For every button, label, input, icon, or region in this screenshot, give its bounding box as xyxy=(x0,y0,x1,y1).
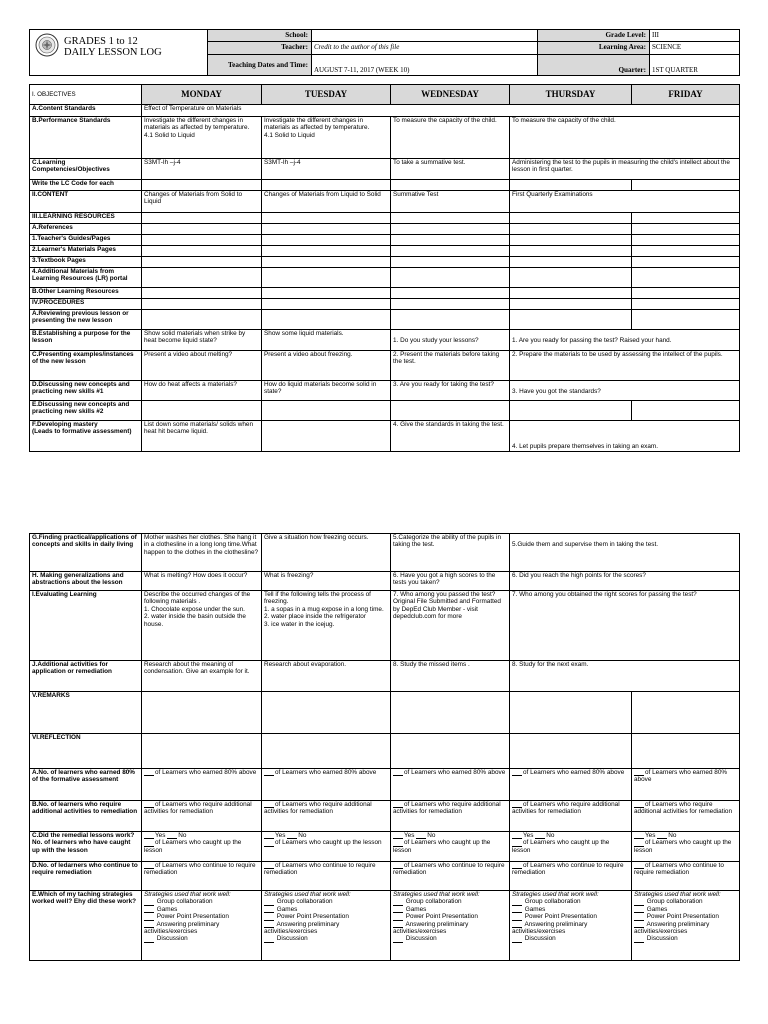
strategy-item: Group collaboration xyxy=(524,898,581,906)
reflection-d-cell[interactable] xyxy=(262,862,391,891)
row-label: F.Developing mastery (Leads to formative assessment) xyxy=(30,421,142,452)
reflection-d-label: D.No. of ledarners who continue to require remediation xyxy=(30,862,142,891)
row-a-content-standards xyxy=(30,105,740,117)
no-text: No xyxy=(546,832,555,839)
empty-cell[interactable] xyxy=(510,257,632,268)
day-cell[interactable]: 2. Present the materials before taking the test. xyxy=(391,351,510,381)
reflection-a-label: A.No. of learners who earned 80% of the formative assessment xyxy=(30,769,142,801)
day-cell[interactable]: Investigate the different changes in materials as affected by temperature. 4.1 Solid to Liquid xyxy=(142,117,262,159)
empty-cell[interactable] xyxy=(142,692,262,734)
lesson-table-part1 xyxy=(29,84,740,452)
reflection-c-cell[interactable] xyxy=(262,832,391,862)
empty-cell[interactable] xyxy=(262,692,391,734)
day-cell[interactable]: What is freezing? xyxy=(262,572,391,591)
reflection-c-text: of Learners who caught up the lesson xyxy=(393,839,491,854)
reflection-a-text: of Learners who earned 80% above xyxy=(523,769,625,776)
day-cell[interactable]: 6. Have you got a high scores to the tests you taken? xyxy=(391,572,510,591)
day-cell[interactable]: 4. Give the standards in taking the test. xyxy=(391,421,510,452)
day-cell[interactable]: To take a summative test. xyxy=(391,159,510,180)
empty-cell[interactable] xyxy=(391,288,510,299)
school-label: School: xyxy=(208,30,312,42)
reflection-a-cell[interactable] xyxy=(142,769,262,801)
strategy-item: Power Point Presentation xyxy=(156,913,229,921)
school-value[interactable] xyxy=(312,30,538,42)
day-cell[interactable]: Give a situation how freezing occurs. xyxy=(262,534,391,572)
empty-cell[interactable] xyxy=(142,288,262,299)
yes-text: Yes xyxy=(523,832,534,839)
reflection-a-text: of Learners who earned 80% above xyxy=(155,769,257,776)
row-j-additional-activities-for-application- xyxy=(30,661,740,692)
row-label: A.References xyxy=(30,224,142,235)
row-label: I.Evaluating Learning xyxy=(30,591,142,661)
row-b-establishing-a-purpose-for-the-lesson xyxy=(30,330,740,351)
reflection-d-text: of Learners who continue to require remediation xyxy=(634,862,724,877)
empty-cell[interactable] xyxy=(262,299,391,310)
row-label: 1.Teacher's Guides/Pages xyxy=(30,235,142,246)
reflection-a-text: of Learners who earned 80% above xyxy=(404,769,506,776)
log-title-line2: DAILY LESSON LOG xyxy=(64,47,162,58)
empty-cell[interactable] xyxy=(510,310,632,330)
day-cell[interactable]: Changes of Materials from Liquid to Solid xyxy=(262,191,391,213)
empty-cell[interactable] xyxy=(142,246,262,257)
teacher-value[interactable]: Credit to the author of this file xyxy=(312,42,538,54)
empty-cell[interactable] xyxy=(632,257,740,268)
empty-cell[interactable] xyxy=(510,299,632,310)
teaching-dates-value[interactable]: AUGUST 7-11, 2017 (WEEK 10) xyxy=(312,54,538,75)
row-label: B.Other Learning Resources xyxy=(30,288,142,299)
empty-cell[interactable] xyxy=(632,268,740,288)
day-cell[interactable]: S3MT-Ih –j-4 xyxy=(142,159,262,180)
row-4-additional-materials-from-learning-res xyxy=(30,268,740,288)
strategies-cell[interactable] xyxy=(510,891,632,961)
empty-cell[interactable] xyxy=(510,401,632,421)
reflection-c-text: of Learners who caught up the lesson xyxy=(144,839,242,854)
strategies-cell[interactable] xyxy=(142,891,262,961)
row-v-remarks xyxy=(30,692,740,734)
row-iii-learning-resources xyxy=(30,213,740,224)
strategies-heading: Strategies used that work well: xyxy=(144,891,231,898)
lesson-table-part2 xyxy=(29,533,740,961)
empty-cell[interactable] xyxy=(510,235,632,246)
row-label: A.Reviewing previous lesson or presenting the new lesson xyxy=(30,310,142,330)
log-title-line1: GRADES 1 to 12 xyxy=(64,36,138,47)
day-cell[interactable]: 8. Study the missed items . xyxy=(391,661,510,692)
row-label: III.LEARNING RESOURCES xyxy=(30,213,142,224)
strategies-heading: Strategies used that work well: xyxy=(634,891,721,898)
reflection-e-label: E.Which of my taching strategies worked well? Ehy did these work? xyxy=(30,891,142,961)
row-label: H. Making generalizations and abstractions about the lesson xyxy=(30,572,142,591)
row-a-references xyxy=(30,224,740,235)
row-h-making-generalizations-and-abstraction xyxy=(30,572,740,591)
day-cell[interactable]: Summative Test xyxy=(391,191,510,213)
empty-cell[interactable] xyxy=(262,310,391,330)
yes-text: Yes xyxy=(645,832,656,839)
row-label: VI.REFLECTION xyxy=(30,734,142,769)
day-cell[interactable]: S3MT-Ih –j-4 xyxy=(262,159,391,180)
row-value[interactable]: Effect of Temperature on Materials xyxy=(142,105,740,117)
day-cell[interactable]: 8. Study for the next exam. xyxy=(510,661,740,692)
strategy-item: Answering preliminary activities/exercises xyxy=(512,920,588,936)
empty-cell[interactable] xyxy=(262,180,391,191)
reflection-a-cell[interactable] xyxy=(391,769,510,801)
strategy-item: Answering preliminary activities/exercises xyxy=(264,920,340,936)
empty-cell[interactable] xyxy=(262,235,391,246)
empty-cell[interactable] xyxy=(510,692,632,734)
reflection-a-cell[interactable] xyxy=(510,769,632,801)
reflection-c-cell[interactable] xyxy=(391,832,510,862)
empty-cell[interactable] xyxy=(391,401,510,421)
reflection-b-text: of Learners who require additional activities for remediation xyxy=(264,801,372,816)
empty-cell[interactable] xyxy=(632,288,740,299)
empty-cell[interactable] xyxy=(262,288,391,299)
day-header-friday: FRIDAY xyxy=(632,85,740,105)
reflection-d-text: of Learners who continue to require remediation xyxy=(393,862,505,877)
day-cell[interactable]: Present a video about melting? xyxy=(142,351,262,381)
row-c-learning-competencies-objectives xyxy=(30,159,740,180)
day-cell[interactable]: Show some liquid materials. xyxy=(262,330,391,351)
empty-cell[interactable] xyxy=(632,224,740,235)
quarter-label: Quarter: xyxy=(538,54,650,75)
row-label: J.Additional activities for application or remediation xyxy=(30,661,142,692)
strategy-item: Discussion xyxy=(156,935,188,943)
empty-cell[interactable] xyxy=(391,235,510,246)
strategy-item: Discussion xyxy=(646,935,678,943)
day-cell[interactable]: 1. Are you ready for passing the test? Raised your hand. xyxy=(510,330,740,351)
day-header-wednesday: WEDNESDAY xyxy=(391,85,510,105)
empty-cell[interactable] xyxy=(262,268,391,288)
objectives-header: I. OBJECTIVES xyxy=(30,85,142,105)
reflection-d-text: of Learners who continue to require remediation xyxy=(144,862,256,877)
learning-area-value[interactable]: SCIENCE xyxy=(650,42,740,54)
empty-cell[interactable] xyxy=(262,224,391,235)
strategy-item: Games xyxy=(646,905,668,913)
day-cell[interactable]: Tell if the following tells the process of freezing. 1. a sopas in a mug expose in a long time. 2. water place inside the refrigerator 3. ice water in the icejug. xyxy=(262,591,391,661)
day-cell[interactable]: Changes of Materials from Solid to Liquid xyxy=(142,191,262,213)
header-table xyxy=(29,29,740,76)
row-1-teacher-s-guides-pages xyxy=(30,235,740,246)
reflection-c-text: of Learners who caught up the lesson xyxy=(634,839,732,854)
day-cell[interactable]: Describe the occurred changes of the following materials . 1. Chocolate expose under the sun. 2. water inside the basin outside the house. xyxy=(142,591,262,661)
row-e-discussing-new-concepts-and-practicing xyxy=(30,401,740,421)
reflection-row-d xyxy=(30,862,740,891)
reflection-b-text: of Learners who require additional activities for remediation xyxy=(512,801,620,816)
strategies-cell[interactable] xyxy=(262,891,391,961)
row-label: G.Finding practical/applications of concepts and skills in daily living xyxy=(30,534,142,572)
reflection-b-cell[interactable] xyxy=(510,801,632,832)
empty-cell[interactable] xyxy=(632,213,740,224)
row-label: B.Establishing a purpose for the lesson xyxy=(30,330,142,351)
row-a-reviewing-previous-lesson-or-presentin xyxy=(30,310,740,330)
day-cell[interactable]: List down some materials/ solids when heat hit became liquid. xyxy=(142,421,262,452)
day-cell[interactable]: 5.Guide them and supervise them in taking the test. xyxy=(510,534,740,572)
empty-cell[interactable] xyxy=(262,257,391,268)
day-cell[interactable]: Show solid materials when strike by heat become liquid state? xyxy=(142,330,262,351)
row-write-the-lc-code-for-each xyxy=(30,180,740,191)
yes-text: Yes xyxy=(275,832,286,839)
empty-cell[interactable] xyxy=(142,224,262,235)
teaching-dates-label: Teaching Dates and Time: xyxy=(208,54,312,75)
row-label: A.Content Standards xyxy=(30,105,142,117)
day-cell[interactable]: 7. Who among you passed the test? Original File Submitted and Formatted by DepEd Club Member - visit depedclub.com for more xyxy=(391,591,510,661)
day-cell[interactable]: Present a video about freezing. xyxy=(262,351,391,381)
empty-cell[interactable] xyxy=(142,310,262,330)
row-label: V.REMARKS xyxy=(30,692,142,734)
day-header-monday: MONDAY xyxy=(142,85,262,105)
empty-cell[interactable] xyxy=(510,288,632,299)
strategy-item: Games xyxy=(276,905,298,913)
row-label: D.Discussing new concepts and practicing new skills #1 xyxy=(30,381,142,401)
strategy-item: Discussion xyxy=(276,935,308,943)
strategy-item: Discussion xyxy=(405,935,437,943)
empty-cell[interactable] xyxy=(632,180,740,191)
grade-level-value[interactable]: III xyxy=(650,30,740,42)
row-label: 3.Textbook Pages xyxy=(30,257,142,268)
empty-cell[interactable] xyxy=(142,268,262,288)
empty-cell[interactable] xyxy=(632,692,740,734)
reflection-d-cell[interactable] xyxy=(632,862,740,891)
no-text: No xyxy=(178,832,187,839)
day-header-thursday: THURSDAY xyxy=(510,85,632,105)
reflection-c-cell[interactable] xyxy=(632,832,740,862)
yes-text: Yes xyxy=(404,832,415,839)
empty-cell[interactable] xyxy=(510,213,632,224)
empty-cell[interactable] xyxy=(391,180,510,191)
empty-cell[interactable] xyxy=(391,213,510,224)
reflection-a-cell[interactable] xyxy=(632,769,740,801)
strategy-item: Power Point Presentation xyxy=(405,913,478,921)
empty-cell[interactable] xyxy=(262,213,391,224)
no-text: No xyxy=(427,832,436,839)
empty-cell[interactable] xyxy=(391,257,510,268)
empty-cell[interactable] xyxy=(510,180,632,191)
empty-cell[interactable] xyxy=(142,299,262,310)
strategy-item: Answering preliminary activities/exercises xyxy=(393,920,469,936)
reflection-c-label: C.Did the remedial lessons work?No. of learners who have caught up with the lesson xyxy=(30,832,142,862)
empty-cell[interactable] xyxy=(510,268,632,288)
empty-cell[interactable] xyxy=(142,734,262,769)
row-c-presenting-examples-instances-of-the-n xyxy=(30,351,740,381)
strategies-heading: Strategies used that work well: xyxy=(512,891,599,898)
teacher-label: Teacher: xyxy=(208,42,312,54)
reflection-b-cell[interactable] xyxy=(142,801,262,832)
reflection-b-text: of Learners who require additional activities for remediation xyxy=(144,801,252,816)
reflection-b-cell[interactable] xyxy=(391,801,510,832)
strategy-item: Games xyxy=(524,905,546,913)
row-d-discussing-new-concepts-and-practicing xyxy=(30,381,740,401)
row-i-evaluating-learning xyxy=(30,591,740,661)
empty-cell[interactable] xyxy=(262,734,391,769)
reflection-b-cell[interactable] xyxy=(262,801,391,832)
strategies-heading: Strategies used that work well: xyxy=(264,891,351,898)
reflection-b-label: B.No. of learners who require additional activities to remediation xyxy=(30,801,142,832)
empty-cell[interactable] xyxy=(262,246,391,257)
row-ii-content xyxy=(30,191,740,213)
strategy-item: Power Point Presentation xyxy=(646,913,719,921)
row-f-developing-mastery-leads-to-formative- xyxy=(30,421,740,452)
strategy-item: Games xyxy=(156,905,178,913)
reflection-row-b xyxy=(30,801,740,832)
empty-cell[interactable] xyxy=(632,246,740,257)
row-g-finding-practical-applications-of-conc xyxy=(30,534,740,572)
day-cell[interactable]: First Quarterly Examinations xyxy=(510,191,740,213)
reflection-a-text: of Learners who earned 80% above xyxy=(275,769,377,776)
day-cell[interactable]: 3. Have you got the standards? xyxy=(510,381,740,401)
empty-cell[interactable] xyxy=(391,224,510,235)
day-cell[interactable]: To measure the capacity of the child. xyxy=(391,117,510,159)
reflection-c-text: of Learners who caught up the lesson xyxy=(512,839,610,854)
day-cell[interactable]: 7. Who among you obtained the right scores for passing the test? xyxy=(510,591,740,661)
strategy-item: Group collaboration xyxy=(405,898,462,906)
row-b-performance-standards xyxy=(30,117,740,159)
day-cell[interactable] xyxy=(262,421,391,452)
empty-cell[interactable] xyxy=(632,310,740,330)
learning-area-label: Learning Area: xyxy=(538,42,650,54)
empty-cell[interactable] xyxy=(391,246,510,257)
strategy-item: Answering preliminary activities/exercises xyxy=(144,920,220,936)
no-text: No xyxy=(668,832,677,839)
strategy-item: Power Point Presentation xyxy=(524,913,597,921)
empty-cell[interactable] xyxy=(391,734,510,769)
empty-cell[interactable] xyxy=(142,235,262,246)
row-label: 4.Additional Materials from Learning Resources (LR) portal xyxy=(30,268,142,288)
reflection-d-text: of Learners who continue to require remediation xyxy=(264,862,376,877)
reflection-b-cell[interactable] xyxy=(632,801,740,832)
row-label: C.Presenting examples/instances of the new lesson xyxy=(30,351,142,381)
strategy-item: Group collaboration xyxy=(276,898,333,906)
empty-cell[interactable] xyxy=(142,401,262,421)
empty-cell[interactable] xyxy=(391,692,510,734)
day-cell[interactable]: 1. Do you study your lessons? xyxy=(391,330,510,351)
day-cell[interactable]: Mother washes her clothes. She hang it in a clothesline in a long long time.What happen to the clothes in the clothesline? xyxy=(142,534,262,572)
row-iv-procedures xyxy=(30,299,740,310)
empty-cell[interactable] xyxy=(632,235,740,246)
reflection-c-cell[interactable] xyxy=(510,832,632,862)
strategy-item: Discussion xyxy=(524,935,556,943)
row-label: Write the LC Code for each xyxy=(30,180,142,191)
no-text: No xyxy=(298,832,307,839)
day-cell[interactable]: Research about evaporation. xyxy=(262,661,391,692)
day-cell[interactable]: 6. Did you reach the high points for the scores? xyxy=(510,572,740,591)
strategy-item: Power Point Presentation xyxy=(276,913,349,921)
strategy-item: Answering preliminary activities/exercises xyxy=(634,920,710,936)
day-cell[interactable]: Administering the test to the pupils in measuring the child's intellect about the lesson in first quarter. xyxy=(510,159,740,180)
reflection-a-text: of Learners who earned 80% above xyxy=(634,769,728,784)
day-cell[interactable]: How do liquid materials become solid in state? xyxy=(262,381,391,401)
reflection-row-e xyxy=(30,891,740,961)
day-cell[interactable]: What is melting? How does it occur? xyxy=(142,572,262,591)
reflection-d-cell[interactable] xyxy=(510,862,632,891)
empty-cell[interactable] xyxy=(391,268,510,288)
row-label: E.Discussing new concepts and practicing new skills #2 xyxy=(30,401,142,421)
deped-seal-icon xyxy=(35,33,59,57)
yes-text: Yes xyxy=(155,832,166,839)
reflection-b-text: of Learners who require additional activities for remediation xyxy=(634,801,733,816)
row-label: B.Performance Standards xyxy=(30,117,142,159)
grade-level-label: Grade Level: xyxy=(538,30,650,42)
row-b-other-learning-resources xyxy=(30,288,740,299)
row-label: C.Learning Competencies/Objectives xyxy=(30,159,142,180)
reflection-c-cell[interactable] xyxy=(142,832,262,862)
reflection-row-a xyxy=(30,769,740,801)
header-logo-cell xyxy=(30,30,208,76)
row-2-learner-s-materials-pages xyxy=(30,246,740,257)
empty-cell[interactable] xyxy=(262,401,391,421)
empty-cell[interactable] xyxy=(632,401,740,421)
reflection-c-text: of Learners who caught up the lesson xyxy=(275,839,382,847)
empty-cell[interactable] xyxy=(142,213,262,224)
empty-cell[interactable] xyxy=(510,246,632,257)
strategies-cell[interactable] xyxy=(632,891,740,961)
quarter-value[interactable]: 1ST QUARTER xyxy=(650,54,740,75)
empty-cell[interactable] xyxy=(632,299,740,310)
empty-cell[interactable] xyxy=(391,310,510,330)
strategy-item: Group collaboration xyxy=(156,898,213,906)
day-header-tuesday: TUESDAY xyxy=(262,85,391,105)
day-cell[interactable]: How do heat affects a materials? xyxy=(142,381,262,401)
reflection-row-c xyxy=(30,832,740,862)
reflection-a-cell[interactable] xyxy=(262,769,391,801)
strategy-item: Games xyxy=(405,905,427,913)
row-label: 2.Learner's Materials Pages xyxy=(30,246,142,257)
reflection-d-text: of Learners who continue to require remediation xyxy=(512,862,624,877)
empty-cell[interactable] xyxy=(391,299,510,310)
empty-cell[interactable] xyxy=(142,180,262,191)
day-cell[interactable]: Investigate the different changes in materials as affected by temperature. 4.1 Solid to Liquid xyxy=(262,117,391,159)
day-cell[interactable]: 4. Let pupils prepare themselves in taking an exam. xyxy=(510,421,740,452)
empty-cell[interactable] xyxy=(142,257,262,268)
row-3-textbook-pages xyxy=(30,257,740,268)
reflection-d-cell[interactable] xyxy=(142,862,262,891)
day-cell[interactable]: Research about the meaning of condensation. Give an example for it. xyxy=(142,661,262,692)
row-vi-reflection xyxy=(30,734,740,769)
reflection-d-cell[interactable] xyxy=(391,862,510,891)
strategies-heading: Strategies used that work well: xyxy=(393,891,480,898)
empty-cell[interactable] xyxy=(510,224,632,235)
row-label: II.CONTENT xyxy=(30,191,142,213)
day-cell[interactable]: 5.Categorize the ability of the pupils in taking the test. xyxy=(391,534,510,572)
strategy-item: Group collaboration xyxy=(646,898,703,906)
day-cell[interactable]: 3. Are you ready for taking the test? xyxy=(391,381,510,401)
row-label: IV.PROCEDURES xyxy=(30,299,142,310)
day-cell[interactable]: 2. Prepare the materials to be used by assessing the intellect of the pupils. xyxy=(510,351,740,381)
strategies-cell[interactable] xyxy=(391,891,510,961)
empty-cell[interactable] xyxy=(510,734,632,769)
day-cell[interactable]: To measure the capacity of the child. xyxy=(510,117,740,159)
reflection-b-text: of Learners who require additional activities for remediation xyxy=(393,801,501,816)
empty-cell[interactable] xyxy=(632,734,740,769)
